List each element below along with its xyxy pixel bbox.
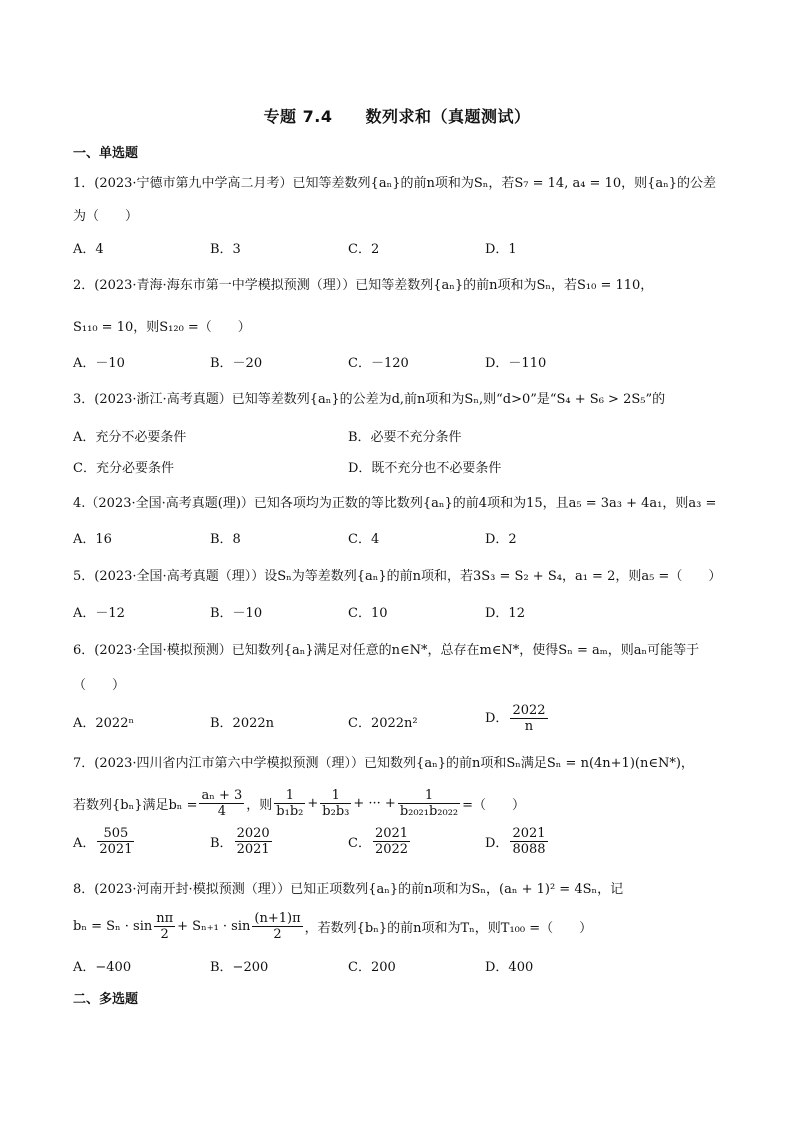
option-d: D．12 (485, 606, 525, 621)
option-a: A．2022ⁿ (73, 716, 135, 731)
ellipsis-sum: + ··· + (353, 796, 396, 811)
fraction-numerator: 2022 (512, 703, 546, 718)
fraction (373, 826, 410, 857)
fraction-denominator: 8088 (512, 842, 546, 857)
fraction (97, 826, 134, 857)
fraction (199, 788, 244, 819)
fraction-denominator: n (524, 719, 534, 734)
option-c (348, 826, 412, 857)
option-letter: B． (210, 836, 233, 851)
option-d: D．2 (485, 532, 517, 547)
fraction-numerator: 1 (274, 788, 305, 804)
fraction-denominator: b₂b₃ (322, 804, 350, 819)
stem-suffix: =（ ） (462, 798, 526, 813)
option-d (485, 826, 550, 857)
option-b: B．8 (210, 532, 241, 547)
fraction-denominator: 2 (160, 927, 169, 942)
question-4-stem: 4.（2023·全国·高考真题(理)）已知各项均为正数的等比数列{aₙ}的前4项和为15，且a₅ = 3a₃ + 4a₁，则a₃ = (73, 496, 717, 511)
question-2-stem: 2．(2023·青海·海东市第一中学模拟预测（理））已知等差数列{aₙ}的前n项和为Sₙ，若S₁₀ = 110， (73, 278, 654, 293)
question-7-stem-cont (73, 788, 733, 819)
fraction-numerator: 2021 (512, 826, 546, 841)
stem-middle: + Sₙ₊₁ · sin (177, 919, 251, 934)
fraction-denominator: 2022 (374, 842, 409, 857)
option-a: A．4 (73, 242, 104, 257)
question-6-stem: 6．(2023·全国·模拟预测）已知数列{aₙ}满足对任意的n∈N*，总存在m∈N*，使得Sₙ = aₘ，则aₙ可能等于 (73, 643, 700, 658)
fraction-numerator: aₙ + 3 (201, 788, 243, 803)
option-a: A．－10 (73, 356, 125, 371)
fraction (398, 788, 460, 819)
option-d: D．1 (485, 242, 517, 257)
section-heading-multi-choice: 二、多选题 (73, 992, 139, 1007)
option-letter: A． (73, 836, 96, 851)
question-3-stem: 3．(2023·浙江·高考真题）已知等差数列{aₙ}的公差为d,前n项和为Sₙ,则“d>0”是“S₄ + S₆ > 2S₅”的 (73, 392, 666, 407)
fraction-numerator: 1 (320, 788, 351, 804)
stem-prefix: bₙ = Sₙ · sin (73, 919, 153, 934)
option-b: B．3 (210, 242, 241, 257)
question-2-stem-cont: S₁₁₀ = 10，则S₁₂₀ =（ ） (73, 320, 251, 335)
fraction-numerator: 505 (97, 826, 134, 842)
fraction (235, 826, 272, 857)
fraction-numerator: 1 (398, 788, 460, 804)
option-d (485, 703, 550, 734)
question-7-stem: 7．(2023·四川省内江市第六中学模拟预测（理））已知数列{aₙ}的前n项和Sₙ满足Sₙ = n(4n+1)(n∈N*)， (73, 756, 694, 771)
fraction-denominator: b₁b₂ (276, 804, 304, 819)
option-d: D．400 (485, 960, 534, 975)
option-c: C．2022n² (348, 716, 418, 731)
fraction-numerator: (n+1)π (254, 911, 301, 926)
stem-prefix: 若数列{bₙ}满足bₙ = (73, 798, 198, 813)
option-d: D．既不充分也不必要条件 (348, 461, 502, 476)
stem-middle: ，则 (246, 798, 273, 813)
option-letter: D． (485, 836, 509, 851)
page-title: 专题 7.4 数列求和（真题测试） (263, 107, 531, 126)
option-c: C．－120 (348, 356, 409, 371)
option-a: A．－12 (73, 606, 125, 621)
option-d-letter: D． (485, 711, 509, 726)
question-1-stem: 1．(2023·宁德市第九中学高二月考）已知等差数列{aₙ}的前n项和为Sₙ，若S₇ = 14, a₄ = 10，则{aₙ}的公差 (73, 176, 717, 191)
option-b: B．－10 (210, 606, 263, 621)
fraction-denominator: 2021 (99, 842, 133, 857)
option-c: C．10 (348, 606, 388, 621)
fraction (510, 703, 547, 734)
fraction-denominator: b₂₀₂₁b₂₀₂₂ (399, 804, 459, 819)
fraction-denominator: 4 (217, 804, 227, 819)
option-c: C．充分必要条件 (73, 461, 174, 476)
fraction (154, 911, 175, 942)
fraction-denominator: 2021 (236, 842, 270, 857)
fraction-denominator: 2 (273, 927, 282, 942)
question-8-stem-cont (73, 911, 733, 942)
fraction-numerator: 2020 (236, 826, 270, 841)
fraction (320, 788, 351, 819)
question-8-stem: 8．(2023·河南开封·模拟预测（理））已知正项数列{aₙ}的前n项和为Sₙ，(aₙ + 1)² = 4Sₙ，记 (73, 882, 624, 897)
plus-sign: + (307, 796, 319, 811)
option-b: B．必要不充分条件 (348, 430, 462, 445)
fraction-numerator: nπ (156, 911, 174, 926)
option-b: B．2022n (210, 716, 275, 731)
option-d: D．－110 (485, 356, 547, 371)
option-c: C．200 (348, 960, 396, 975)
option-c: C．4 (348, 532, 380, 547)
option-b (210, 826, 274, 857)
fraction-numerator: 2021 (374, 826, 409, 841)
option-a: A．−400 (73, 960, 132, 975)
option-b: B．−200 (210, 960, 269, 975)
section-heading-single-choice: 一、单选题 (73, 146, 139, 161)
fraction (510, 826, 547, 857)
question-5-stem: 5．(2023·全国·高考真题（理））设Sₙ为等差数列{aₙ}的前n项和，若3S₃ = S₂ + S₄，a₁ = 2，则a₅ =（ ） (73, 569, 722, 584)
option-c: C．2 (348, 242, 380, 257)
stem-suffix: ，若数列{bₙ}的前n项和为Tₙ，则T₁₀₀ =（ ） (304, 921, 593, 936)
question-6-stem-cont: （ ） (73, 678, 126, 693)
option-a: A．充分不必要条件 (73, 430, 187, 445)
option-letter: C． (348, 836, 371, 851)
option-b: B．－20 (210, 356, 263, 371)
option-a (73, 826, 136, 857)
fraction (274, 788, 305, 819)
option-a: A．16 (73, 532, 112, 547)
question-1-stem-cont: 为（ ） (73, 209, 139, 224)
fraction (252, 911, 302, 942)
